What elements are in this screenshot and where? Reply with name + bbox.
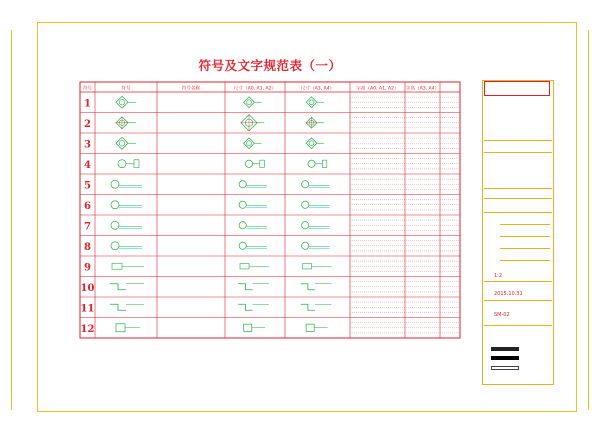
title-block-divider <box>484 281 552 282</box>
row-number: 11 <box>80 303 95 315</box>
box-symbol-icon <box>322 160 327 167</box>
table-header-cell: 尺寸（A0, A1, A2） <box>233 86 277 92</box>
title-block-divider <box>484 325 552 326</box>
diamond-symbol-icon <box>244 138 255 149</box>
circle-symbol-icon <box>239 181 246 188</box>
circle-symbol-icon <box>111 201 119 209</box>
row-number: 10 <box>80 282 95 294</box>
legend-row <box>491 356 553 361</box>
legend-row <box>491 347 553 352</box>
circle-symbol-icon <box>111 221 119 229</box>
circle-symbol-icon <box>119 100 124 105</box>
row-number: 7 <box>84 221 91 233</box>
circle-symbol-icon <box>239 201 246 208</box>
signature-line <box>500 236 550 237</box>
box-symbol-icon <box>240 264 249 269</box>
box-symbol-icon <box>116 324 125 332</box>
step-symbol-icon <box>110 284 126 290</box>
circle-symbol-icon <box>247 100 252 105</box>
circle-symbol-icon <box>118 160 126 168</box>
title-block-divider <box>484 140 552 141</box>
title-block-divider <box>484 198 552 199</box>
row-number: 1 <box>84 98 91 110</box>
circle-symbol-icon <box>302 242 309 249</box>
circle-symbol-icon <box>247 141 252 146</box>
drawing-number: SM-02 <box>494 312 510 318</box>
circle-symbol-icon <box>308 160 315 167</box>
step-symbol-icon <box>301 284 315 290</box>
diamond-symbol-icon <box>116 96 128 108</box>
table-header-cell: 尺寸（A3, A4） <box>300 86 335 92</box>
step-symbol-icon <box>238 284 252 290</box>
title-block-divider <box>484 300 552 301</box>
diamond-symbol-icon <box>116 137 128 149</box>
box-symbol-icon <box>306 324 314 331</box>
box-symbol-icon <box>134 160 139 168</box>
row-number: 8 <box>84 241 91 253</box>
signature-line <box>500 260 550 261</box>
company-logo <box>484 81 550 96</box>
title-block <box>482 80 554 385</box>
row-number: 3 <box>84 139 91 151</box>
box-symbol-icon <box>112 263 122 269</box>
row-number: 5 <box>84 180 91 192</box>
signature-line <box>500 248 550 249</box>
circle-symbol-icon <box>302 181 309 188</box>
legend-swatch <box>491 356 519 360</box>
step-symbol-icon <box>110 304 126 310</box>
legend-swatch <box>491 366 519 370</box>
table-header-cell: 字高（A0, A1, A2） <box>356 86 399 92</box>
title-block-divider <box>484 152 552 153</box>
box-symbol-icon <box>303 264 312 269</box>
diamond-symbol-icon <box>306 97 317 108</box>
circle-symbol-icon <box>239 242 246 249</box>
circle-symbol-icon <box>111 180 119 188</box>
date-value: 2015.10.31 <box>494 291 523 297</box>
table-header-cell: 字高（A3, A4） <box>405 86 440 92</box>
row-number: 4 <box>84 159 91 171</box>
circle-symbol-icon <box>245 160 252 167</box>
circle-symbol-icon <box>239 222 246 229</box>
legend-row <box>491 366 553 371</box>
circle-symbol-icon <box>302 201 309 208</box>
table-header-cell: 符号 <box>121 86 131 92</box>
step-symbol-icon <box>238 304 252 310</box>
sheet-title: 符号及文字规范表（一） <box>198 58 342 73</box>
table-header-cell: 符号 <box>82 86 93 92</box>
row-number: 12 <box>80 323 95 335</box>
circle-symbol-icon <box>309 141 314 146</box>
diamond-symbol-icon <box>244 97 255 108</box>
step-symbol-icon <box>301 304 315 310</box>
box-symbol-icon <box>244 324 252 331</box>
title-block-divider <box>484 212 552 213</box>
circle-symbol-icon <box>302 222 309 229</box>
title-block-divider <box>484 188 552 189</box>
circle-symbol-icon <box>309 100 314 105</box>
row-number: 6 <box>84 200 91 212</box>
circle-symbol-icon <box>119 141 124 146</box>
row-number: 9 <box>84 262 91 274</box>
table-header-cell: 符号名称 <box>181 86 201 92</box>
row-number: 2 <box>84 118 91 130</box>
legend-swatch <box>491 347 519 351</box>
diamond-symbol-icon <box>306 138 317 149</box>
box-symbol-icon <box>260 160 265 167</box>
signature-line <box>500 224 550 225</box>
scale-value: 1:2 <box>494 273 503 279</box>
circle-symbol-icon <box>111 242 119 250</box>
